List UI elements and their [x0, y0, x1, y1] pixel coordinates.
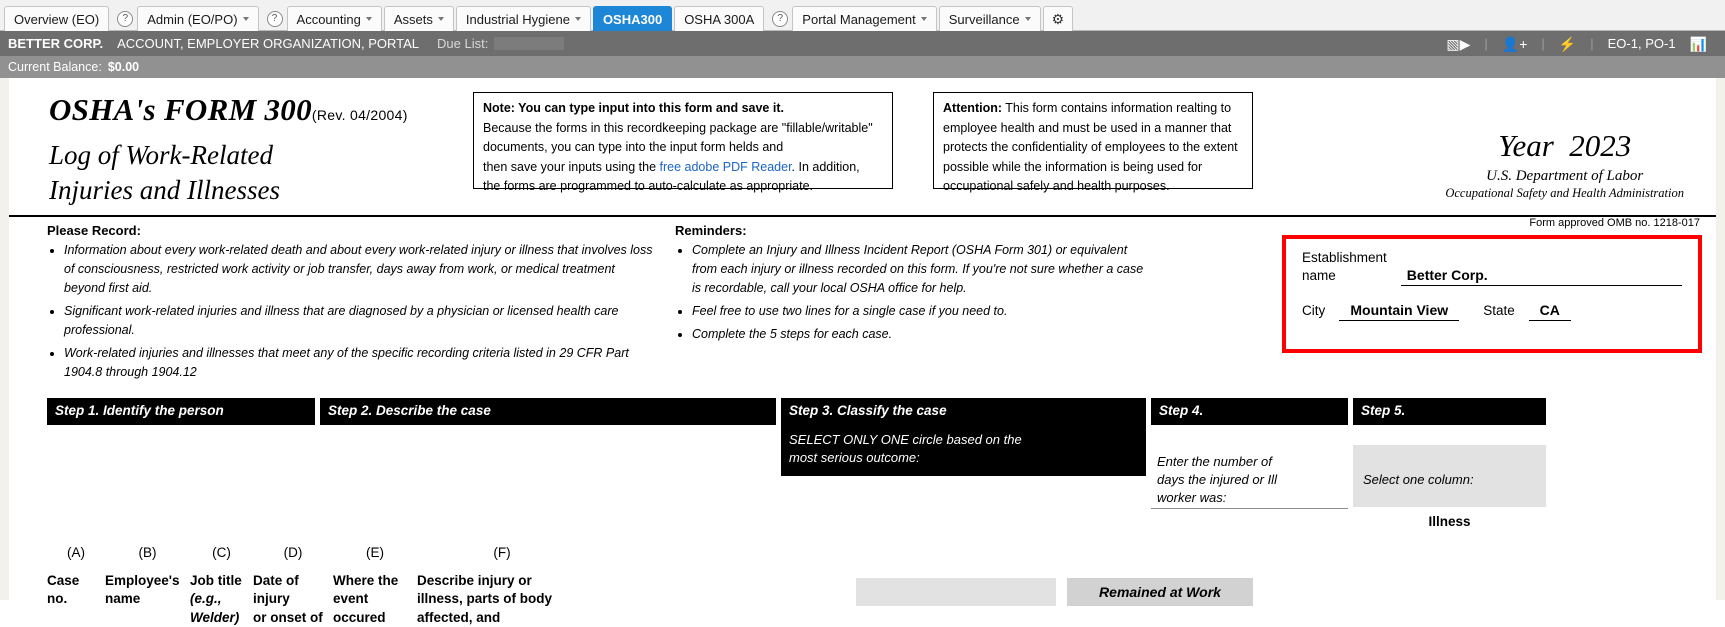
form-instructions-row: [9, 217, 1716, 386]
corp-name: BETTER CORP.: [8, 36, 104, 51]
settings-gear-button[interactable]: [1043, 6, 1074, 31]
attention-heading: Attention:: [943, 101, 1003, 115]
bar-chart-icon[interactable]: 📊: [1689, 35, 1707, 52]
form-title: [49, 92, 449, 128]
column-e: [333, 545, 417, 627]
column-d-title-line3: or onset of: [253, 609, 323, 625]
tab-assets[interactable]: [384, 6, 454, 31]
column-c-title-line3: Welder): [190, 609, 240, 625]
department-of-labor: U.S. Department of Labor: [1486, 168, 1644, 184]
reminders-list: [675, 241, 1145, 344]
user-codes: EO-1, PO-1: [1607, 36, 1676, 51]
column-c-title-line2: (e.g.,: [190, 591, 222, 607]
due-list-label: Due List:: [437, 36, 489, 51]
column-f-letter: (F): [493, 545, 511, 561]
step1-header: Step 1. Identify the person: [47, 398, 315, 425]
column-e-title-line3: occured: [333, 609, 386, 625]
tab-label: OSHA 300A: [684, 11, 755, 27]
column-a-title-line2: no.: [47, 591, 68, 607]
reminders-column: [675, 223, 1145, 386]
year-line: [1445, 128, 1684, 164]
tab-label: Surveillance: [948, 11, 1020, 27]
help-icon: ?: [772, 11, 788, 27]
column-a-title: [47, 572, 105, 609]
column-f-title-line1: Describe injury or: [417, 573, 532, 589]
city-input[interactable]: Mountain View: [1339, 302, 1459, 321]
column-a-letter: (A): [67, 545, 85, 561]
step4-instruction-line2: days the injured or Ill: [1157, 472, 1277, 488]
step3-column: [781, 398, 1146, 476]
tab-accounting[interactable]: [287, 6, 382, 31]
adobe-reader-link[interactable]: free adobe PDF Reader: [659, 159, 792, 174]
list-item: • Information about every work-related death and about every work-related injury or illness that involves loss of consciousness, restricted work activity or job transfer, days away from work, or medical treatment beyond first aid.: [64, 241, 657, 298]
state-input[interactable]: CA: [1529, 302, 1571, 321]
account-context: ACCOUNT, EMPLOYER ORGANIZATION, PORTAL: [117, 36, 420, 51]
tab-label: OSHA300: [602, 11, 663, 27]
step3-instruction: [781, 425, 1146, 476]
orgbar-right-tools: [1446, 36, 1717, 51]
balance-label: Current Balance:: [8, 60, 102, 74]
chevron-down-icon: [575, 17, 581, 21]
tab-overview-help[interactable]: [111, 7, 133, 31]
step3-header: Step 3. Classify the case: [781, 398, 1146, 425]
attention-box: [933, 92, 1253, 193]
tab-label: Admin (EO/PO): [147, 11, 238, 27]
list-item: • Complete an Injury and Illness Incident Report (OSHA Form 301) or equivalent from each injury or illness recorded on this form. If you're not sure whether a case is recordable, call your local OSHA office for help.: [692, 241, 1145, 298]
form-subtitle: [49, 138, 449, 207]
help-icon: ?: [267, 11, 283, 27]
divider: |: [1484, 36, 1488, 51]
tab-surveillance[interactable]: [939, 6, 1041, 31]
column-a: [47, 545, 105, 627]
list-item: • Significant work-related injuries and illness that are diagnosed by a physician or licensed health care professional.: [64, 302, 657, 340]
column-f: [417, 545, 587, 627]
chevron-down-icon: [366, 17, 372, 21]
list-item: • Work-related injuries and illnesses that meet any of the specific recording criteria listed in 29 CFR Part 1904.8 through 1904.12: [64, 344, 657, 382]
form-revision: (Rev. 04/2004): [311, 107, 408, 123]
column-b: [105, 545, 190, 627]
list-item: • Feel free to use two lines for a single case if you need to.: [692, 302, 1145, 321]
omb-approval: Form approved OMB no. 1218-017: [1529, 217, 1700, 230]
gear-icon: ⚙: [1051, 10, 1065, 27]
column-d-letter: (D): [283, 545, 303, 561]
step3-instruction-line1: SELECT ONLY ONE circle based on the: [789, 432, 1022, 448]
step4-column: [1151, 398, 1348, 509]
establishment-name-row: [1302, 249, 1682, 285]
chevron-down-icon: [921, 17, 927, 21]
step5-column: [1353, 398, 1546, 529]
note-line-2: documents, you can type into the input form helds and: [483, 140, 784, 154]
step5-instruction: Select one column:: [1353, 445, 1546, 507]
main-tab-bar: [0, 0, 1725, 31]
please-record-heading: Please Record:: [47, 223, 141, 239]
establishment-city-state-row: [1302, 302, 1682, 321]
step-headers-row: [9, 398, 1716, 529]
help-icon: ?: [117, 11, 133, 27]
note-heading-text: Note: You can type input into this form and save it.: [483, 101, 784, 115]
form-title-text: OSHA's FORM 300: [49, 92, 312, 127]
step2-header: Step 2. Describe the case: [320, 398, 776, 425]
reminders-heading: Reminders:: [675, 223, 747, 239]
column-c-title-line1: Job title: [190, 573, 242, 589]
note-line3-post: . In addition,: [791, 159, 860, 174]
osha-300-form: [0, 78, 1725, 625]
please-record-column: [47, 223, 657, 386]
step5-header: Step 5.: [1353, 398, 1546, 425]
establishment-name-input[interactable]: Better Corp.: [1401, 267, 1682, 286]
note-line-1: Because the forms in this recordkeeping package are "fillable/writable": [483, 120, 873, 135]
classify-blank-cell: [856, 578, 1056, 606]
column-c: [190, 545, 253, 627]
column-e-title-line2: event: [333, 591, 369, 607]
remained-at-work-header: Remained at Work: [1067, 578, 1253, 606]
city-label: City: [1302, 303, 1326, 319]
note-line-4: the forms are programmed to auto-calculate as appropriate.: [483, 179, 814, 193]
step4-instruction-line3: worker was:: [1157, 489, 1227, 505]
attention-line1-text: This form contains information realting to: [1002, 101, 1232, 115]
step4-instruction-line1: Enter the number of: [1157, 454, 1272, 470]
osha-agency-name: Occupational Safety and Health Administration: [1445, 186, 1684, 200]
form-title-block: [49, 92, 449, 207]
tab-admin-eo-po[interactable]: [137, 6, 258, 31]
column-a-title-line1: Case: [47, 573, 80, 589]
column-d-title-line1: Date of: [253, 573, 299, 589]
note-line-3: [483, 158, 883, 178]
illness-column-label: Illness: [1428, 514, 1471, 530]
column-d: [253, 545, 333, 627]
divider: |: [1590, 36, 1594, 51]
tab-industrial-hygiene[interactable]: [456, 6, 591, 31]
please-record-list: [47, 241, 657, 382]
state-label: State: [1483, 303, 1515, 319]
tab-overview-eo[interactable]: [4, 6, 109, 31]
establishment-name-label-line1: Establishment: [1302, 250, 1387, 266]
tab-label: Overview (EO): [14, 11, 100, 27]
due-list-field[interactable]: [494, 37, 564, 50]
attention-line-2: employee health and must be used in a manner that: [943, 120, 1232, 135]
column-b-title-line1: Employee's: [105, 573, 180, 589]
tab-label: Assets: [393, 11, 433, 27]
attention-line-3: protects the confidentiality of employees to the extent: [943, 140, 1238, 154]
step1-column: [47, 398, 315, 425]
form-subtitle-line1: Log of Work-Related: [49, 140, 273, 170]
column-f-title-line2: illness, parts of body: [417, 591, 553, 607]
column-b-title: [105, 572, 190, 609]
video-camera-icon[interactable]: ▧▶: [1446, 35, 1471, 52]
lightning-bolt-icon[interactable]: ⚡: [1558, 35, 1577, 52]
column-c-letter: (C): [212, 545, 231, 561]
attention-line-5: occupational safely and health purposes.: [943, 179, 1170, 193]
step3-instruction-line2: most serious outcome:: [789, 449, 920, 465]
attention-line-4: possible while the information is being used for: [943, 159, 1203, 174]
note-heading: [483, 99, 883, 119]
chevron-down-icon: [1025, 17, 1031, 21]
balance-value: $0.00: [107, 60, 140, 74]
column-f-title-line3: affected, and: [417, 609, 501, 625]
tab-label: Accounting: [296, 11, 361, 27]
organization-bar: [0, 31, 1725, 56]
chevron-down-icon: [243, 17, 249, 21]
balance-bar: [0, 56, 1725, 78]
tab-label: Industrial Hygiene: [465, 11, 570, 27]
year-block: [1445, 92, 1694, 207]
step2-column: [320, 398, 776, 425]
establishment-name-label-line2: name: [1302, 268, 1336, 284]
form-subtitle-line2: Injuries and Illnesses: [49, 174, 280, 205]
tab-osha300a-help[interactable]: [766, 7, 788, 31]
attention-line-1: [943, 99, 1243, 119]
year-label: Year: [1498, 128, 1554, 163]
note-box: [473, 92, 893, 193]
note-line3-pre: then save your inputs using the: [483, 159, 660, 174]
column-b-title-line2: name: [105, 591, 141, 607]
column-b-letter: (B): [138, 545, 157, 561]
establishment-panel: [1282, 235, 1702, 353]
column-e-letter: (E): [366, 545, 384, 561]
tab-osha-300a[interactable]: [674, 6, 764, 31]
tab-label: Portal Management: [802, 11, 916, 27]
tab-osha300[interactable]: [593, 6, 672, 31]
column-d-title-line2: injury: [253, 591, 290, 607]
tab-admin-help[interactable]: [261, 7, 283, 31]
column-e-title-line1: Where the: [333, 573, 399, 589]
list-item: • Complete the 5 steps for each case.: [692, 325, 1145, 344]
add-user-icon[interactable]: 👤+: [1501, 35, 1528, 52]
step4-instruction: [1151, 425, 1348, 509]
establishment-name-label: [1302, 249, 1387, 285]
form-header-row: [9, 78, 1716, 211]
tab-portal-management[interactable]: [792, 6, 936, 31]
divider: |: [1541, 36, 1545, 51]
step4-header: Step 4.: [1151, 398, 1348, 425]
chevron-down-icon: [438, 17, 444, 21]
year-value: 2023: [1569, 128, 1632, 163]
